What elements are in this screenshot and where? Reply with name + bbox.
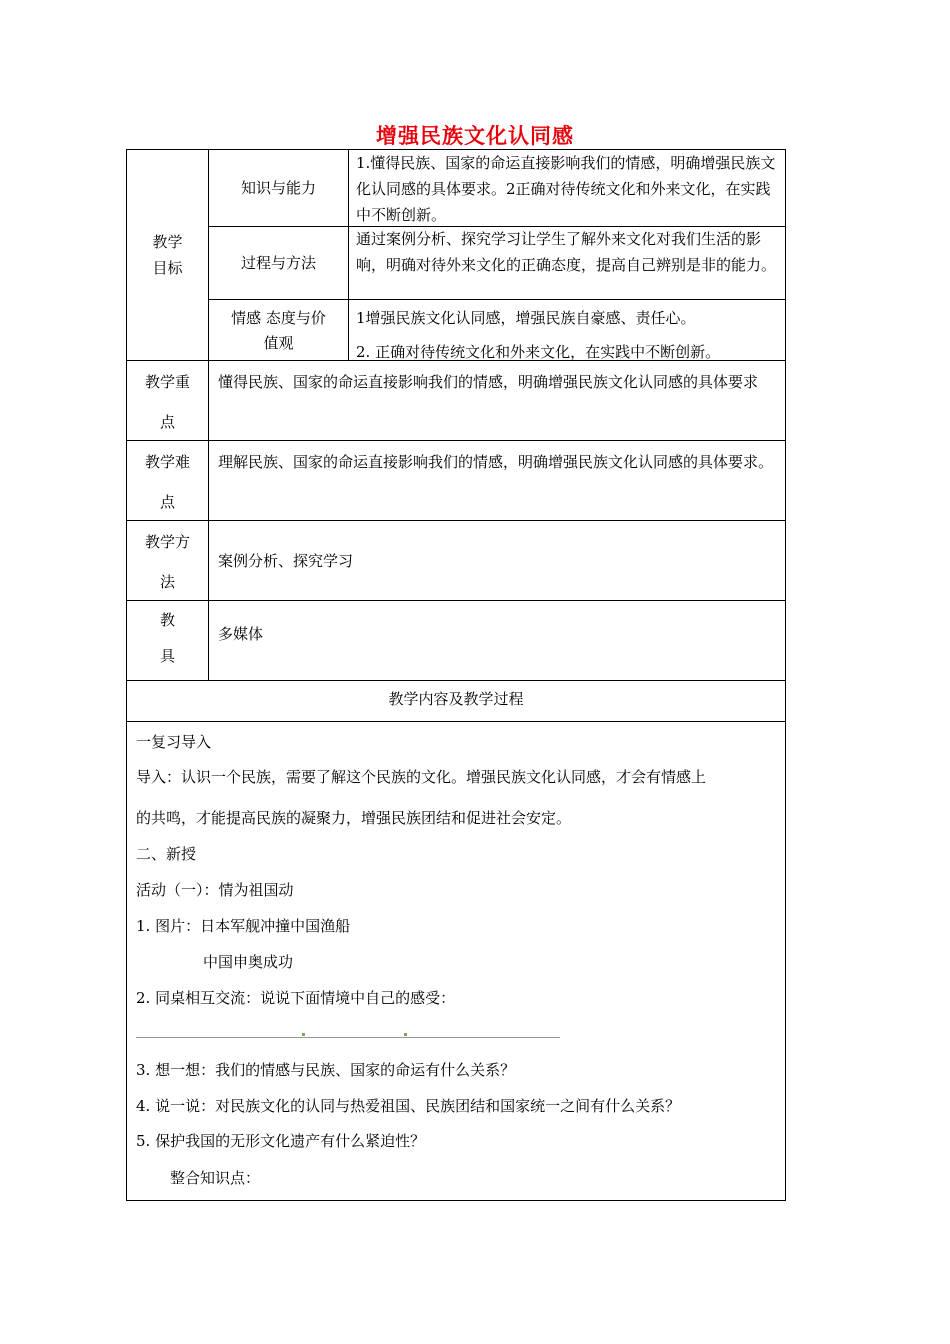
key-points-label: 教学重 点: [144, 373, 190, 431]
objective-content-knowledge: 1.懂得民族、国家的命运直接影响我们的情感，明确增强民族文化认同感的具体要求。2正确对待传统文化和外来文化，在实践中不断创新。: [356, 154, 776, 224]
objective-label-process: 过程与方法: [240, 254, 316, 272]
item-2: 2. 同桌相互交流：说说下面情境中自己的感受：: [136, 989, 456, 1007]
item-4: 4. 说一说：对民族文化的认同与热爱祖国、民族团结和国家统一之间有什么关系？: [136, 1097, 681, 1115]
activity-one-title: 活动（一）：情为祖国动: [136, 881, 294, 899]
objectives-label: 教学 目标: [152, 233, 183, 277]
objective-label-attitude: 情感 态度与价 值观: [231, 309, 326, 352]
objective-label-knowledge: 知识与能力: [240, 179, 316, 197]
item-3: 3. 想一想：我们的情感与民族、国家的命运有什么关系？: [136, 1061, 516, 1079]
tools-content: 多媒体: [218, 625, 264, 643]
objective-content-attitude: 1增强民族文化认同感，增强民族自豪感、责任心。 2. 正确对待传统文化和外来文化，在实践中不断创新。: [356, 309, 721, 361]
item-1: 1. 图片：日本军舰冲撞中国渔船: [136, 917, 351, 935]
item-5: 5. 保护我国的无形文化遗产有什么紧迫性？: [136, 1132, 426, 1150]
key-points-content: 懂得民族、国家的命运直接影响我们的情感，明确增强民族文化认同感的具体要求: [218, 373, 759, 391]
summary-label: 整合知识点：: [170, 1169, 261, 1187]
process-header: 教学内容及教学过程: [388, 690, 524, 708]
difficulties-label: 教学难 点: [144, 453, 190, 511]
document-title: 增强民族文化认同感: [376, 124, 574, 148]
intro-text-line2: 的共鸣，才能提高民族的凝聚力，增强民族团结和促进社会安定。: [136, 809, 572, 827]
intro-text-line1: 导入：认识一个民族，需要了解这个民族的文化。增强民族文化认同感，才会有情感上: [136, 768, 707, 786]
item-1-sub: 中国申奥成功: [203, 953, 294, 971]
objective-content-process: 通过案例分析、探究学习让学生了解外来文化对我们生活的影响，明确对待外来文化的正确态度，提高自己辨别是非的能力。: [356, 230, 777, 274]
tools-label: 教 具: [159, 611, 175, 665]
method-label: 教学方 法: [144, 533, 190, 591]
section-new-lesson: 二、新授: [136, 845, 197, 863]
difficulties-content: 理解民族、国家的命运直接影响我们的情感，明确增强民族文化认同感的具体要求。: [218, 453, 774, 471]
method-content: 案例分析、探究学习: [218, 552, 354, 570]
section-review-intro: 一复习导入: [136, 733, 212, 751]
